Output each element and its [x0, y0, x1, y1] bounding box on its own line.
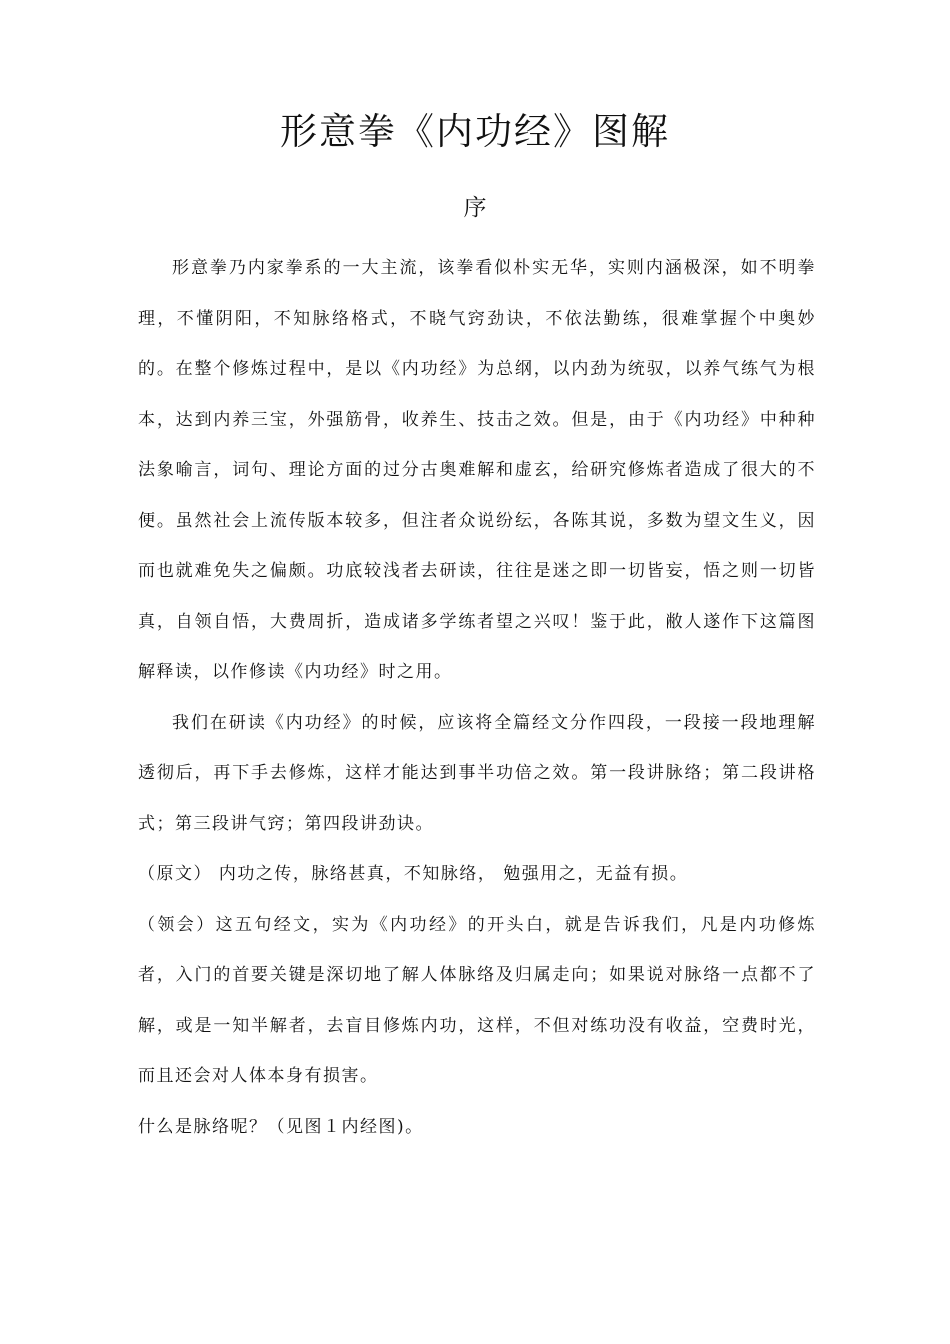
document-body: [138, 243, 816, 1152]
paragraph-original-text: （原文） 内功之传，脉络甚真，不知脉络， 勉强用之，无益有损。: [138, 864, 689, 884]
document-title: 形意拳《内功经》图解: [280, 110, 670, 153]
paragraph-interpretation: （领会）这五句经文，实为《内功经》的开头白，就是告诉我们，凡是内功修炼者，入门的首要关键是深切地了解人体脉络及归属走向；如果说对脉络一点都不了解，或是一知半解者，去盲目修炼内功，这样，不但对练功没有收益，空费时光，而且还会对人体本身有损害。: [138, 914, 816, 1086]
paragraph-question: 什么是脉络呢？（见图１内经图)。: [138, 1116, 424, 1137]
paragraph-preface-2: 我们在研读《内功经》的时候，应该将全篇经文分作四段，一段接一段地理解透彻后，再下手去修炼，这样才能达到事半功倍之效。第一段讲脉络；第二段讲格式；第三段讲气窍；第四段讲劲诀。: [138, 712, 816, 834]
paragraph-preface-1: 形意拳乃内家拳系的一大主流，该拳看似朴实无华，实则内涵极深，如不明拳理，不懂阴阳，不知脉络格式，不晓气窍劲诀，不依法勤练，很难掌握个中奥妙的。在整个修炼过程中，是以《内功经》为总纲，以内劲为统驭，以养气练气为根本，达到内养三宝，外强筋骨，收养生、技击之效。但是，由于《内功经》中种种法象喻言，词句、理论方面的过分古奥难解和虚玄，给研究修炼者造成了很大的不便。虽然社会上流传版本较多，但注者众说纷纭，各陈其说，多数为望文生义，因而也就难免失之偏颇。功底较浅者去研读，往往是迷之即一切皆妄，悟之则一切皆真，自领自悟，大费周折，造成诸多学练者望之兴叹！鉴于此，敝人遂作下这篇图解释读，以作修读《内功经》时之用。: [138, 258, 816, 682]
section-title: 序: [463, 195, 487, 221]
